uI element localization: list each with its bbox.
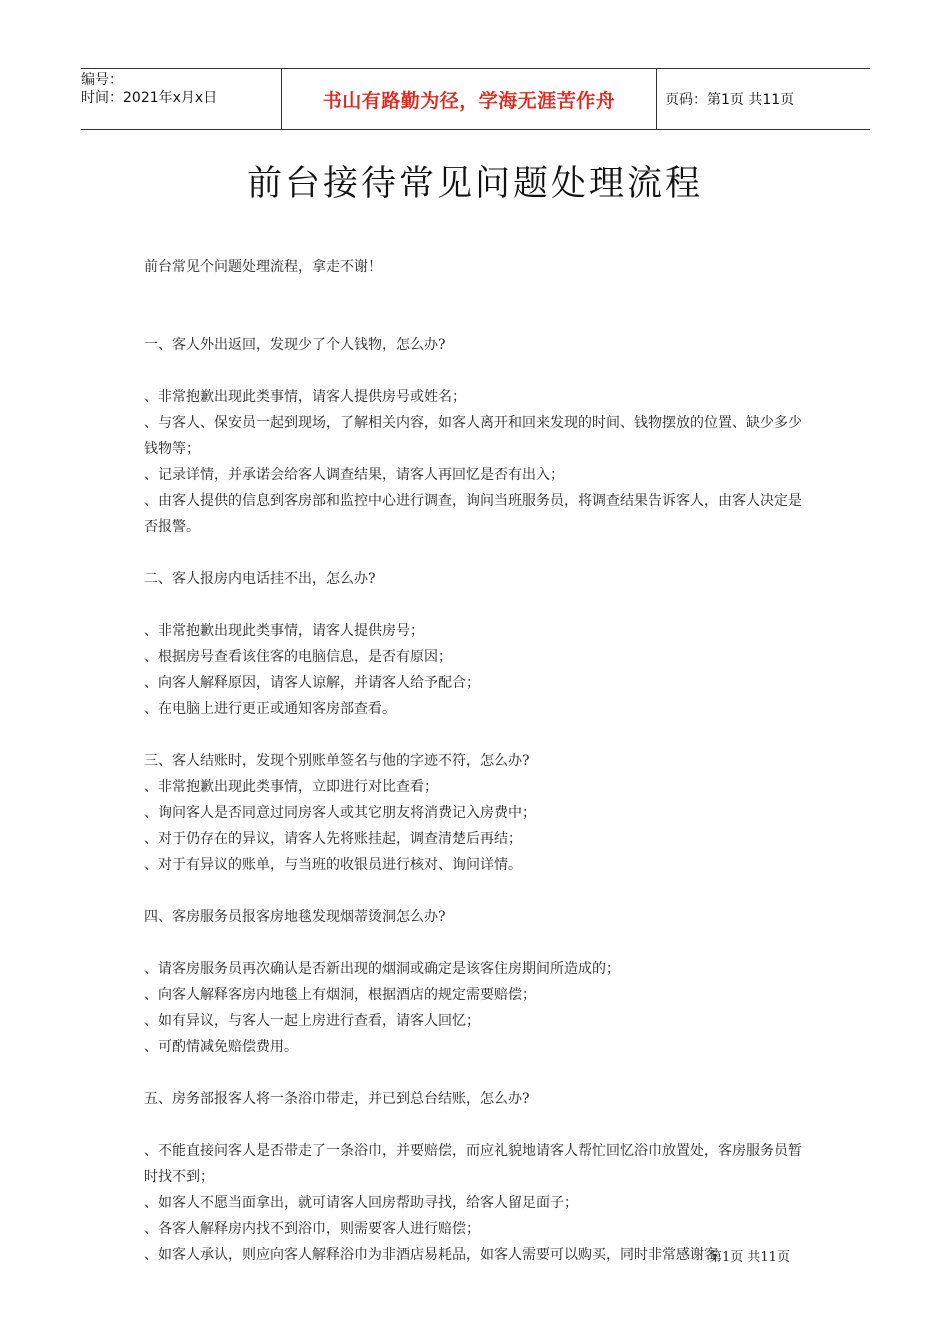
header-time-label: 时间：2021年x月x日 bbox=[81, 90, 218, 106]
section-1-item: 、非常抱歉出现此类事情，请客人提供房号或姓名； bbox=[144, 389, 466, 405]
section-4-heading: 四、客房服务员报客房地毯发现烟蒂烫洞怎么办? bbox=[144, 909, 446, 925]
page-title: 前台接待常见问题处理流程 bbox=[246, 164, 703, 204]
footer-page-number: 第1页 共11页 bbox=[709, 1250, 790, 1265]
section-3-heading: 三、客人结账时，发现个别账单签名与他的字迹不符，怎么办? bbox=[144, 753, 530, 769]
section-4-item: 、可酌情减免赔偿费用。 bbox=[144, 1039, 298, 1055]
section-5-item: 、如客人承认，则应向客人解释浴巾为非酒店易耗品，如客人需要可以购买，同时非常感谢客 bbox=[144, 1247, 718, 1263]
section-5-item: 、各客人解释房内找不到浴巾，则需要客人进行赔偿； bbox=[144, 1221, 480, 1237]
header-number-label: 编号： bbox=[81, 72, 123, 88]
section-5-heading: 五、房务部报客人将一条浴巾带走，并已到总台结账，怎么办? bbox=[144, 1091, 530, 1107]
section-3-item: 、对于仍存在的异议，请客人先将账挂起，调查清楚后再结； bbox=[144, 831, 522, 847]
header-motto: 书山有路勤为径，学海无涯苦作舟 bbox=[282, 69, 657, 129]
header-meta bbox=[81, 69, 282, 129]
section-1-item: 、由客人提供的信息到客房部和监控中心进行调查，询问当班服务员，将调查结果告诉客人，由客人决定是否报警。 bbox=[144, 493, 802, 535]
section-2-item: 、在电脑上进行更正或通知客房部查看。 bbox=[144, 701, 396, 717]
document-header bbox=[81, 68, 870, 130]
document-body bbox=[144, 254, 812, 1268]
section-3-item: 、对于有异议的账单，与当班的收银员进行核对、询问详情。 bbox=[144, 857, 522, 873]
section-2-item: 、向客人解释原因，请客人谅解，并请客人给予配合； bbox=[144, 675, 480, 691]
section-5-item: 、如客人不愿当面拿出，就可请客人回房帮助寻找，给客人留足面子； bbox=[144, 1195, 578, 1211]
section-1-heading: 一、客人外出返回，发现少了个人钱物，怎么办? bbox=[144, 337, 446, 353]
header-page-info: 页码：第1页 共11页 bbox=[665, 92, 795, 108]
section-4-item: 、如有异议，与客人一起上房进行查看，请客人回忆； bbox=[144, 1013, 480, 1029]
section-1-item: 、记录详情，并承诺会给客人调查结果，请客人再回忆是否有出入； bbox=[144, 467, 564, 483]
section-3-item: 、非常抱歉出现此类事情，立即进行对比查看； bbox=[144, 779, 438, 795]
section-4-item: 、请客房服务员再次确认是否新出现的烟洞或确定是该客住房期间所造成的； bbox=[144, 961, 620, 977]
section-4-item: 、向客人解释客房内地毯上有烟洞，根据酒店的规定需要赔偿； bbox=[144, 987, 536, 1003]
section-2-heading: 二、客人报房内电话挂不出，怎么办? bbox=[144, 571, 376, 587]
section-1-item: 、与客人、保安员一起到现场，了解相关内容，如客人离开和回来发现的时间、钱物摆放的位置、缺少多少钱物等； bbox=[144, 415, 802, 457]
section-5-item: 、不能直接问客人是否带走了一条浴巾，并要赔偿，而应礼貌地请客人帮忙回忆浴巾放置处，客房服务员暂时找不到； bbox=[144, 1143, 802, 1185]
section-2-item: 、非常抱歉出现此类事情，请客人提供房号； bbox=[144, 623, 424, 639]
intro-text: 前台常见个问题处理流程，拿走不谢！ bbox=[144, 259, 382, 275]
section-3-item: 、询问客人是否同意过同房客人或其它朋友将消费记入房费中； bbox=[144, 805, 536, 821]
section-2-item: 、根据房号查看该住客的电脑信息，是否有原因； bbox=[144, 649, 452, 665]
